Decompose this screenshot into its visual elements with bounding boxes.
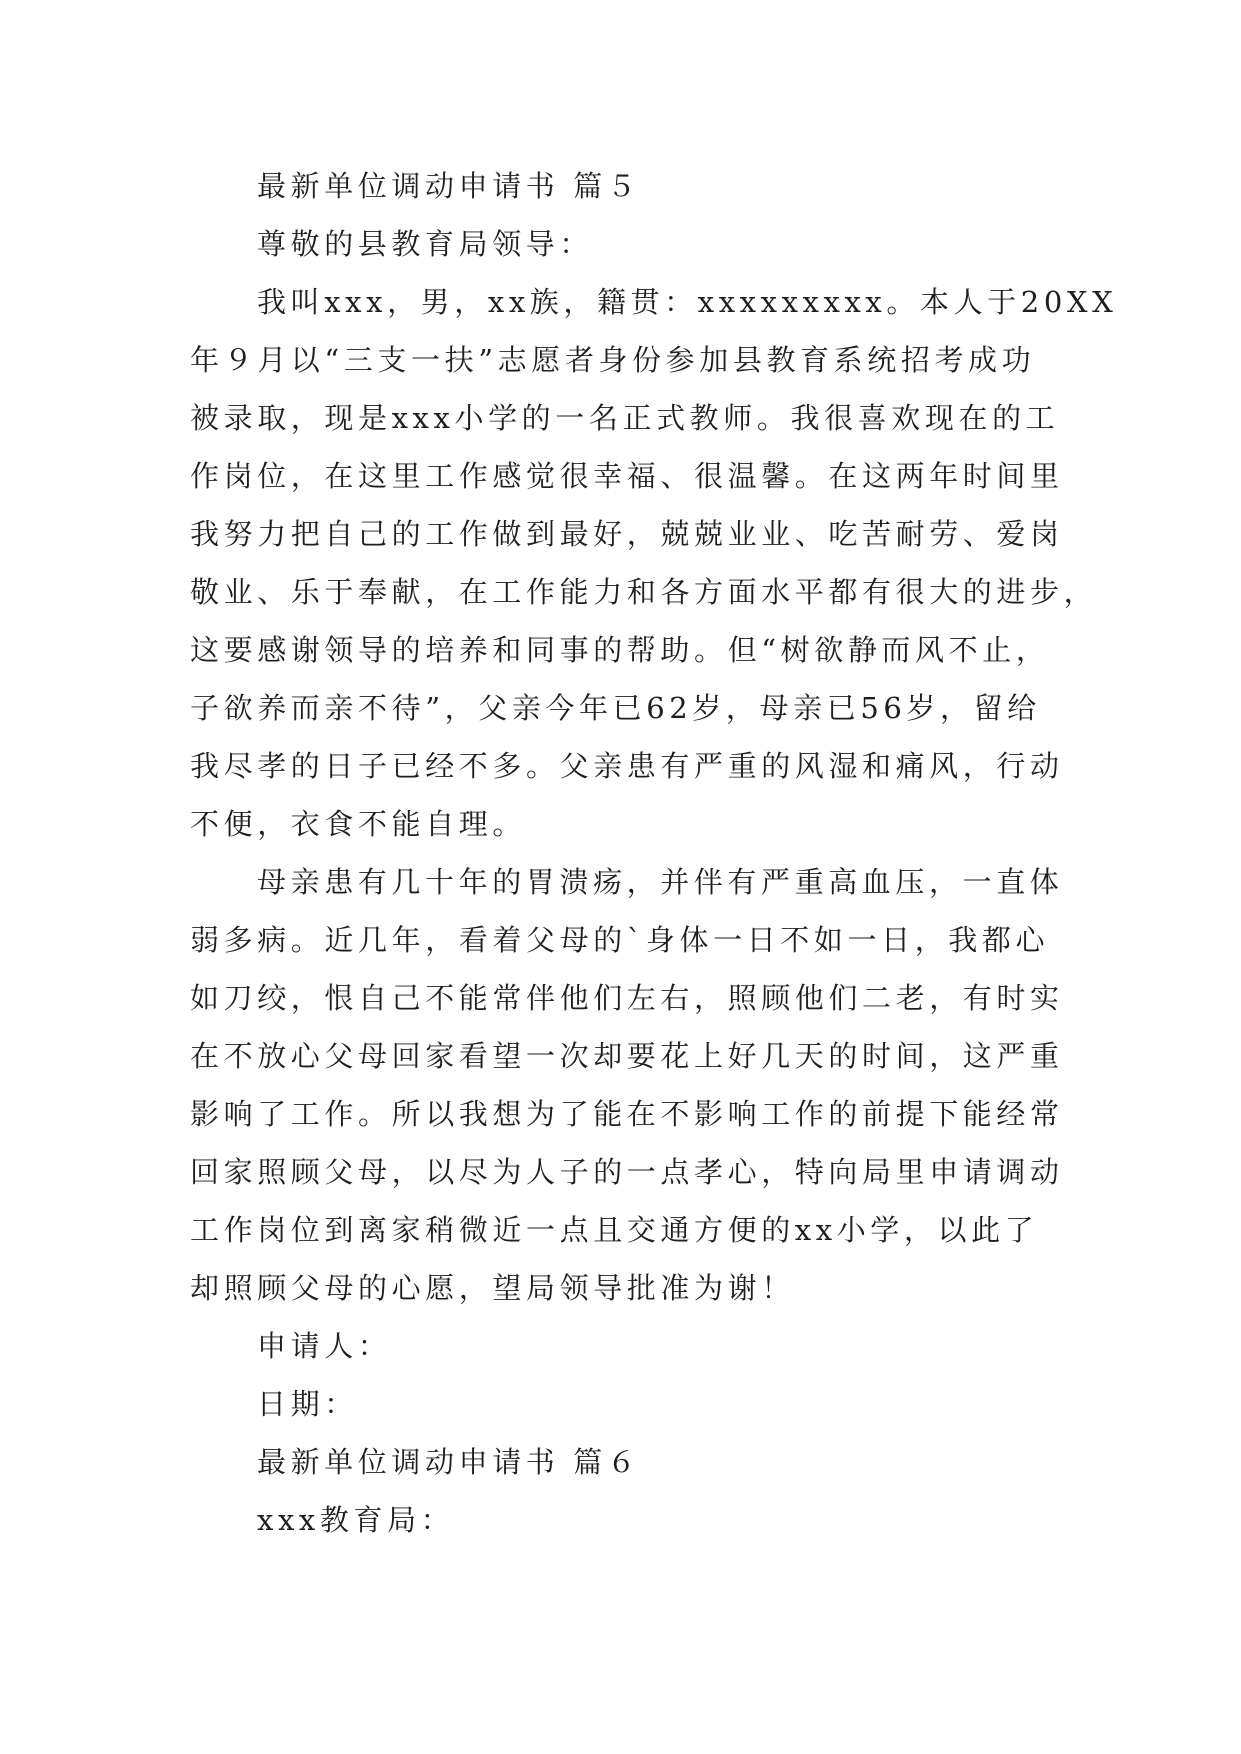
body-line: 这要感谢领导的培养和同事的帮助。但“树欲静而风不止， bbox=[190, 633, 1050, 667]
body-line: 却照顾父母的心愿，望局领导批准为谢！ bbox=[190, 1271, 795, 1305]
body-line: 在不放心父母回家看望一次却要花上好几天的时间，这严重 bbox=[190, 1039, 1064, 1073]
body-line: 我叫xxx，男，xx族，籍贯：xxxxxxxxx。本人于20XX bbox=[257, 285, 1118, 319]
body-line: 作岗位，在这里工作感觉很幸福、很温馨。在这两年时间里 bbox=[190, 459, 1064, 493]
body-line: 敬业、乐于奉献，在工作能力和各方面水平都有很大的进步， bbox=[190, 575, 1098, 609]
body-line: 工作岗位到离家稍微近一点且交通方便的xx小学，以此了 bbox=[190, 1213, 1039, 1247]
body-line: 如刀绞，恨自己不能常伴他们左右，照顾他们二老，有时实 bbox=[190, 981, 1064, 1015]
body-line: 年９月以“三支一扶”志愿者身份参加县教育系统招考成功 bbox=[190, 343, 1036, 377]
date-label: 日期： bbox=[257, 1387, 358, 1421]
applicant-label: 申请人： bbox=[257, 1329, 392, 1363]
body-line: 被录取，现是xxx小学的一名正式教师。我很喜欢现在的工 bbox=[190, 401, 1060, 435]
section-title-6: 最新单位调动申请书 篇６ bbox=[257, 1445, 641, 1479]
body-line: 母亲患有几十年的胃溃疡，并伴有严重高血压，一直体 bbox=[257, 865, 1064, 899]
body-line: 回家照顾父母，以尽为人子的一点孝心，特向局里申请调动 bbox=[190, 1155, 1064, 1189]
body-line: 弱多病。近几年，看着父母的`身体一日不如一日，我都心 bbox=[190, 923, 1050, 957]
body-line: 我努力把自己的工作做到最好，兢兢业业、吃苦耐劳、爱岗 bbox=[190, 517, 1064, 551]
body-line: 不便，衣食不能自理。 bbox=[190, 807, 527, 841]
body-line: 子欲养而亲不待”，父亲今年已62岁，母亲已56岁，留给 bbox=[190, 691, 1041, 725]
body-line: 影响了工作。所以我想为了能在不影响工作的前提下能经常 bbox=[190, 1097, 1064, 1131]
section-title-5: 最新单位调动申请书 篇５ bbox=[257, 169, 641, 203]
body-line: 我尽孝的日子已经不多。父亲患有严重的风湿和痛风，行动 bbox=[190, 749, 1064, 783]
salutation: 尊敬的县教育局领导： bbox=[257, 227, 594, 261]
salutation-2: xxx教育局： bbox=[257, 1503, 455, 1537]
